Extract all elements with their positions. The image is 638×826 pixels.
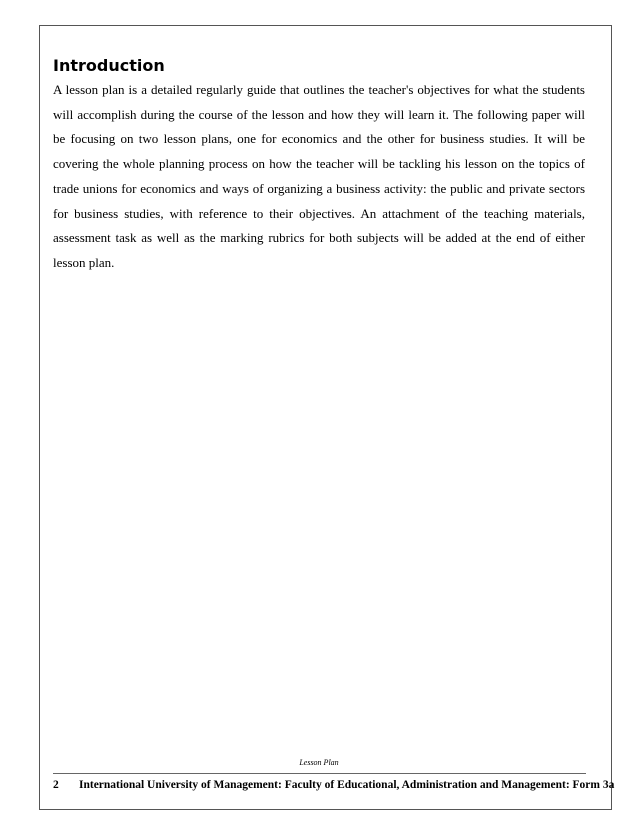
page-number: 2 <box>53 779 59 791</box>
section-heading: Introduction <box>53 56 165 75</box>
footer-divider <box>53 773 586 774</box>
footer-document-title: Lesson Plan <box>299 758 339 767</box>
footer-institution-text: International University of Management: Faculty of Educational, Administration and Management: Form 3a <box>79 779 615 791</box>
introduction-paragraph: A lesson plan is a detailed regularly guide that outlines the teacher's objectives for what the students will accomplish during the course of the lesson and how they will learn it. The following paper will be focusing on two lesson plans, one for economics and the other for business studies. It will be covering the whole planning process on how the teacher will be tackling his lesson on the topics of trade unions for economics and ways of organizing a business activity: the public and private sectors for business studies, with reference to their objectives. An attachment of the teaching materials, assessment task as well as the marking rubrics for both subjects will be added at the end of either lesson plan. <box>53 82 585 270</box>
footer <box>53 779 615 791</box>
